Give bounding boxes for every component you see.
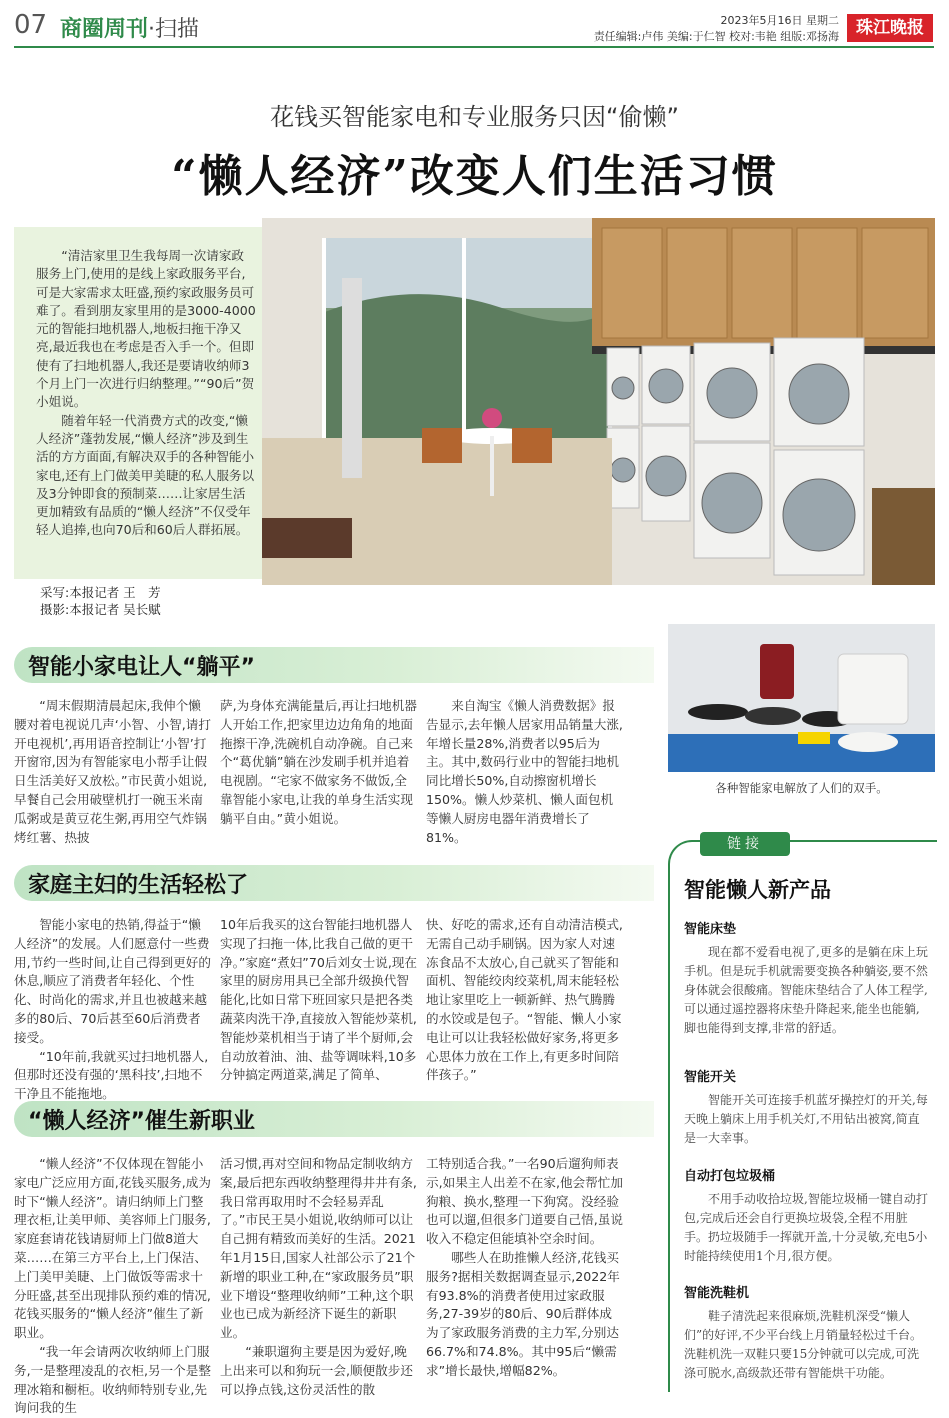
paragraph: “我一年会请两次收纳师上门服务,一是整理凌乱的衣柜,另一个是整理冰箱和橱柜。收纳师特别专业,先询问我的生	[14, 1343, 211, 1416]
article-column	[426, 697, 624, 847]
paragraph: 智能小家电的热销,得益于“懒人经济”的发展。人们愿意付一些费用,节约一些时间,让自己得到更好的休息,顺应了消费者年轻化、个性化、时尚化的需求,并且也被越来越多的80后、70后甚至60后消费者接受。	[14, 917, 211, 1045]
appliances-photo	[668, 624, 935, 772]
paragraph: 活习惯,再对空间和物品定制收纳方案,最后把东西收纳整理得井井有条,我日常再取用时不会轻易弄乱了。”市民王昊小姐说,收纳师可以让自己拥有精致而美好的生活。2021年1月15日,国家人社部公示了21个新增的职业工种,在“家政服务员”职业下增设“整理收纳师”工种,这个职业也已成为新经济下诞生的新职业。	[220, 1156, 417, 1341]
sidebar-item-text: 不用手动收拾垃圾,智能垃圾桶一键自动打包,完成后还会自行更换垃圾袋,全程不用脏手。扔垃圾随手一挥就开盖,十分灵敏,充电5小时能持续使用1个月,很方便。	[684, 1192, 928, 1263]
sidebar-title: 智能懒人新产品	[684, 878, 831, 902]
article-kicker: 花钱买智能家电和专业服务只因“偷懒”	[270, 103, 679, 131]
sidebar-item-text: 鞋子清洗起来很麻烦,洗鞋机深受“懒人们”的好评,不少平台线上月销量轻松过千台。洗鞋机洗一双鞋只要15分钟就可以完成,可洗涤可脱水,高级款还带有智能烘干功能。	[684, 1309, 922, 1380]
article-column	[14, 697, 212, 847]
sidebar-item	[684, 1165, 930, 1266]
paragraph: 工特别适合我。”一名90后遛狗师表示,如果主人出差不在家,他会帮忙加狗粮、换水,整理一下狗窝。没经验也可以遛,但很多门道要自己悟,虽说收入不稳定但能填补空余时间。	[426, 1156, 623, 1247]
article-column	[220, 1155, 418, 1399]
subsection-title: ·扫描	[148, 17, 200, 42]
article-headline: “懒人经济”改变人们生活习惯	[171, 151, 778, 202]
paragraph: “周末假期清晨起床,我伸个懒腰对着电视说几声‘小智、小智,请打开电视机’,再用语音控制让‘小智’打开窗帘,因为有智能家电小帮手让假日生活美好又放松。”市民黄小姐说,早餐自己会用破壁机打一碗玉米南瓜粥或是黄豆花生粥,再用空气炸锅烤红薯、热披	[14, 698, 211, 845]
paragraph: 来自淘宝《懒人消费数据》报告显示,去年懒人居家用品销量大涨,年增长量28%,消费者以95后为主。其中,数码行业中的智能扫地机同比增长50%,自动擦窗机增长150%。懒人炒菜机、懒人面包机等懒人厨房电器年消费增长了81%。	[426, 698, 623, 845]
newspaper-logo: 珠江晚报	[847, 14, 933, 42]
article-column	[220, 916, 418, 1085]
lead-box	[14, 227, 270, 579]
section-name	[60, 12, 199, 43]
lead-paragraph: 随着年轻一代消费方式的改变,“懒人经济”蓬勃发展,“懒人经济”涉及到生活的方方面面,有解决双手的各种智能小家电,还有上门做美甲美睫的私人服务以及3分钟即食的预制菜……让家居生活更加精致有品质的“懒人经济”不仅受年轻人追捧,也向70后和60后人群拓展。	[36, 412, 255, 538]
section-title: 商圈周刊	[60, 17, 149, 42]
paragraph: 哪些人在助推懒人经济,花钱买服务?据相关数据调查显示,2022年有93.8%的消费者使用过家政服务,27-39岁的80后、90后群体成为了家政服务消费的主力军,分别达66.7%和74.8%。其中95后“懒需求”增长最快,增幅82%。	[426, 1249, 620, 1378]
header-divider	[14, 46, 934, 48]
article-column	[14, 916, 212, 1104]
inset-caption: 各种智能家电解放了人们的双手。	[715, 781, 888, 795]
appliances-illustration	[668, 624, 935, 772]
section-heading: 智能小家电让人“躺平”	[28, 655, 255, 680]
section-heading: 家庭主妇的生活轻松了	[28, 873, 249, 898]
sidebar-item-title: 智能洗鞋机	[684, 1286, 750, 1301]
sidebar-item	[684, 918, 930, 1038]
laundry-room-photo	[262, 218, 935, 585]
paragraph: 萨,为身体充满能量后,再让扫地机器人开始工作,把家里边边角角的地面拖擦干净,洗碗机自动净碗。自己来个“葛优躺”躺在沙发刷手机并追着电视剧。“宅家不做家务不做饭,全靠智能小家电,让我的单身生活实现躺平自由。”黄小姐说。	[220, 698, 417, 826]
article-column	[426, 1155, 624, 1381]
section-heading-bar	[14, 1101, 654, 1137]
sidebar-item-text: 智能开关可连接手机蓝牙操控灯的开关,每天晚上躺床上用手机关灯,不用钻出被窝,简直是一大幸事。	[684, 1093, 928, 1145]
laundry-room-illustration	[262, 218, 935, 585]
article-column	[426, 916, 624, 1085]
section-heading: “懒人经济”催生新职业	[28, 1109, 255, 1134]
section-heading-bar	[14, 865, 654, 901]
sidebar-item-text: 现在都不爱看电视了,更多的是躺在床上玩手机。但是玩手机就需要变换各种躺姿,要不然身体就会很酸痛。智能床垫结合了人体工程学,可以通过遥控器将床垫升降起来,能坐也能躺,脚也能得到支撑,非常的舒适。	[684, 945, 928, 1035]
sidebar-item-title: 智能床垫	[684, 922, 737, 937]
section-heading-bar	[14, 647, 654, 683]
article-column	[220, 697, 418, 829]
writer-credit: 采写:本报记者 王 芳	[40, 585, 161, 600]
lead-paragraph: “清洁家里卫生我每周一次请家政服务上门,使用的是线上家政服务平台,可是大家需求太旺盛,预约家政服务员可难了。看到朋友家里用的是3000-4000元的智能扫地机器人,地板扫拖干净又亮,最近我也在考虑是否入手一个。但即使有了扫地机器人,我还是要请收纳师3个月上门一次进行归纳整理。”“90后”贺小姐说。	[36, 248, 256, 410]
sidebar-tab: 链接	[700, 832, 790, 856]
sidebar-item	[684, 1066, 930, 1148]
page-number: 07	[14, 10, 48, 40]
article-column	[14, 1155, 212, 1418]
issue-date: 2023年5月16日 星期二	[720, 14, 839, 27]
paragraph: “兼职遛狗主要是因为爱好,晚上出来可以和狗玩一会,顺便散步还可以挣点钱,这份灵活性的散	[220, 1343, 413, 1397]
sidebar-item-title: 自动打包垃圾桶	[684, 1169, 776, 1184]
paragraph: “10年前,我就买过扫地机器人,但那时还没有强的‘黑科技’,扫地不干净且不能拖地。	[14, 1048, 209, 1102]
staff-credits: 责任编辑:卢伟 美编:于仁智 校对:韦艳 组版:邓扬海	[593, 30, 839, 43]
photo-credit: 摄影:本报记者 吴长赋	[40, 602, 161, 617]
paragraph: 10年后我买的这台智能扫地机器人实现了扫拖一体,比我自己做的更干净。”家庭“煮妇”70后刘女士说,现在家里的厨房用具已全部升级换代智能化,比如日常下班回家只是把各类蔬菜肉洗干净,直接放入智能炒菜机,智能炒菜机相当于请了半个厨师,会自动放着油、油、盐等调味料,10多分钟搞定两道菜,满足了简单、	[220, 917, 418, 1083]
paragraph: “懒人经济”不仅体现在智能小家电广泛应用方面,花钱买服务,成为时下“懒人经济”。请归纳师上门整理衣柜,让美甲师、美容师上门服务,家庭套请花钱请厨师上门做8道大菜……在第三方平台上,上门保洁、上门美甲美睫、上门做饭等需求十分旺盛,甚至出现排队预约难的情况,花钱买服务的“懒人经济”催生了新职业。	[14, 1156, 211, 1341]
paragraph: 快、好吃的需求,还有自动清洁模式,无需自己动手刷锅。因为家人对速冻食品不太放心,自己就买了智能和面机、智能绞肉绞菜机,周末能轻松地让家里吃上一顿新鲜、热气腾腾的水饺或是包子。“智能、懒人小家电让可以让我轻松做好家务,将更多心思体力放在工作上,有更多时间陪伴孩子。”	[426, 917, 623, 1083]
sidebar-item	[684, 1282, 930, 1383]
sidebar-item-title: 智能开关	[684, 1070, 737, 1085]
